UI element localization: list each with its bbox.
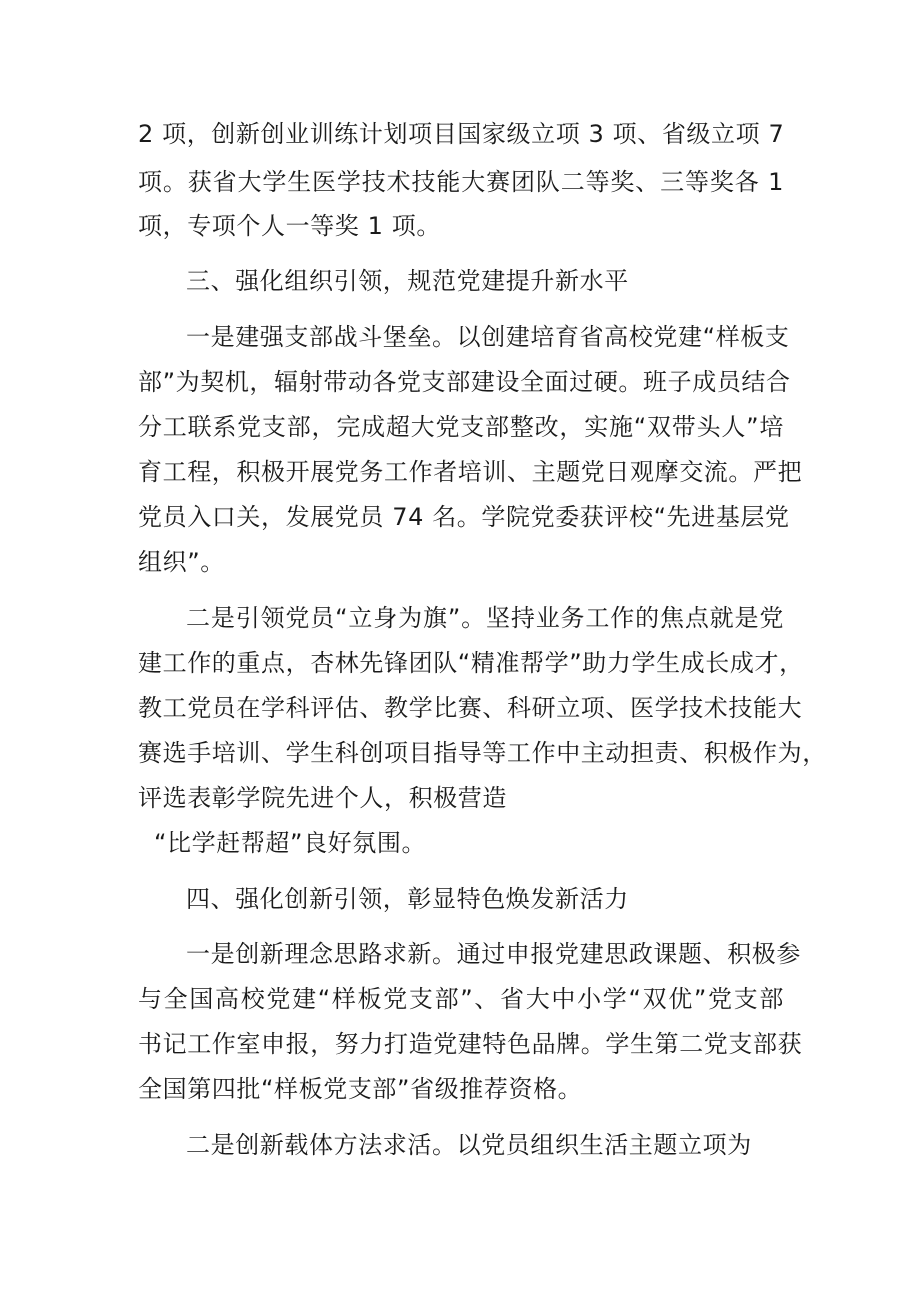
paragraph-line: 2 项，创新创业训练计划项目国家级立项 3 项、省级立项 7 (138, 120, 785, 148)
section-heading: 四、强化创新引领，彰显特色焕发新活力 (186, 885, 629, 913)
paragraph-line: 教工党员在学科评估、教学比赛、科研立项、医学技术技能大 (138, 694, 803, 722)
paragraph-line: 组织”。 (138, 548, 225, 576)
paragraph-line: 建工作的重点，杏林先锋团队“精准帮学”助力学生成长成才， (138, 649, 804, 677)
paragraph-line: 评选表彰学院先进个人，积极营造 (138, 784, 507, 812)
paragraph-line: 二是引领党员“立身为旗”。坚持业务工作的焦点就是党 (186, 604, 784, 632)
paragraph-line: 一是建强支部战斗堡垒。以创建培育省高校党建“样板支 (186, 323, 790, 351)
paragraph-line: 赛选手培训、学生科创项目指导等工作中主动担责、积极作为， (138, 739, 827, 767)
paragraph-line: 分工联系党支部，完成超大党支部整改，实施“双带头人”培 (138, 413, 784, 441)
paragraph-line: 一是创新理念思路求新。通过申报党建思政课题、积极参 (186, 940, 801, 968)
paragraph-line: 党员入口关，发展党员 74 名。学院党委获评校“先进基层党 (138, 503, 790, 531)
paragraph-line: 部”为契机，辐射带动各党支部建设全面过硬。班子成员结合 (138, 368, 791, 396)
paragraph-line: 项，专项个人一等奖 1 项。 (138, 212, 441, 240)
paragraph-line: 与全国高校党建“样板党支部”、省大中小学“双优”党支部 (138, 985, 784, 1013)
paragraph-line: 书记工作室申报，努力打造党建特色品牌。学生第二党支部获 (138, 1030, 803, 1058)
paragraph-line: 项。获省大学生医学技术技能大赛团队二等奖、三等奖各 1 (138, 168, 784, 196)
section-heading: 三、强化组织引领，规范党建提升新水平 (186, 267, 629, 295)
paragraph-line: 全国第四批“样板党支部”省级推荐资格。 (138, 1075, 583, 1103)
paragraph-line: 育工程，积极开展党务工作者培训、主题党日观摩交流。严把 (138, 458, 803, 486)
paragraph-line: “比学赶帮超”良好氛围。 (154, 829, 427, 857)
paragraph-line: 二是创新载体方法求活。以党员组织生活主题立项为 (186, 1131, 752, 1159)
